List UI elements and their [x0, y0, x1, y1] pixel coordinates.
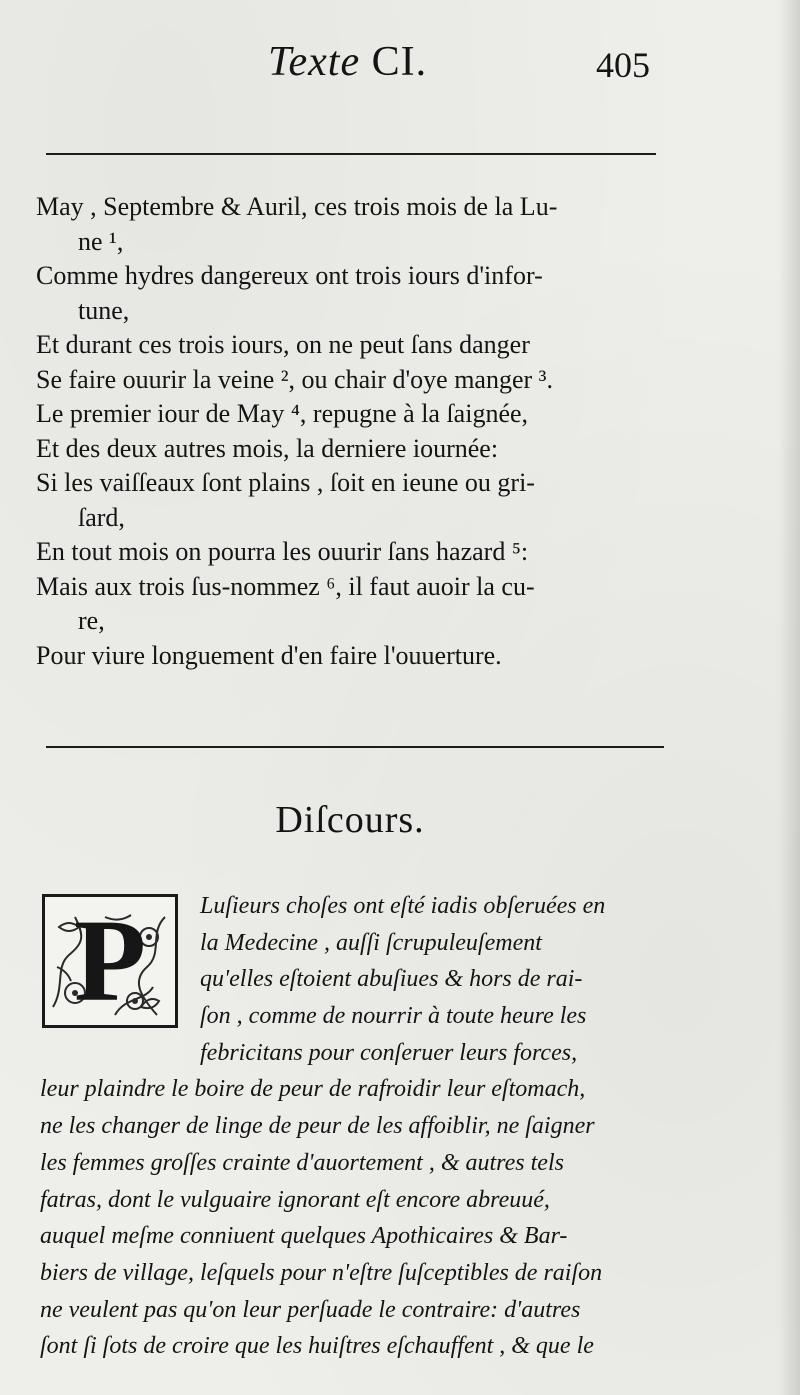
prose-line: auquel meſme conniuent quelques Apothicaires & Bar-	[40, 1223, 568, 1250]
running-title-word: Texte	[268, 39, 361, 85]
page-edge-shadow	[778, 0, 800, 1395]
verse-line: ſard,	[78, 502, 125, 532]
running-header	[0, 38, 800, 88]
section-rule	[46, 746, 664, 748]
verse-line: Et durant ces trois iours, on ne peut ſans danger	[36, 330, 530, 359]
prose-line: leur plaindre le boire de peur de rafroidir leur eſtomach,	[40, 1076, 586, 1103]
running-title-number: CI.	[371, 39, 428, 85]
section-heading: Diſcours.	[275, 799, 425, 841]
prose-line: ne veulent pas qu'on leur perſuade le contraire: d'autres	[40, 1296, 581, 1323]
page-number: 405	[596, 45, 650, 85]
prose-line: ne les changer de linge de peur de les affoiblir, ne ſaigner	[40, 1113, 595, 1140]
verse-line: tune,	[78, 295, 130, 325]
verse-line: Et des deux autres mois, la derniere iournée:	[36, 433, 499, 463]
prose-line: fatras, dont le vulguaire ignorant eſt encore abreuué,	[40, 1186, 550, 1213]
verse-line: Se faire ouurir la veine ², ou chair d'oye manger ³.	[36, 364, 553, 394]
prose-line: ſont ſi ſots de croire que les huiſtres eſchauffent , & que le	[40, 1333, 594, 1360]
prose-line: biers de village, leſquels pour n'eſtre ſuſceptibles de raiſon	[40, 1259, 603, 1286]
verse-line: Si les vaiſſeaux ſont plains , ſoit en ieune ou gri-	[36, 468, 535, 497]
prose-line: febricitans pour conſeruer leurs forces,	[200, 1039, 578, 1066]
verse-line: Comme hydres dangereux ont trois iours d'infor-	[36, 261, 543, 290]
prose-line: Luſieurs choſes ont eſté iadis obſeruées en	[200, 893, 606, 919]
prose-line: ſon , comme de nourrir à toute heure les	[200, 1003, 587, 1030]
discourse-text	[40, 888, 680, 1365]
verse-line: En tout mois on pourra les ouurir ſans hazard ⁵:	[36, 537, 529, 566]
verse-line: May , Septembre & Auril, ces trois mois de la Lu-	[36, 192, 558, 221]
verse-text	[36, 190, 696, 673]
verse-line: re,	[78, 606, 105, 635]
verse-line: Mais aux trois ſus-nommez ⁶, il faut auoir la cu-	[36, 571, 535, 601]
prose-line: qu'elles eſtoient abuſiues & hors de rai-	[200, 966, 583, 993]
header-rule	[46, 153, 656, 155]
running-title	[268, 38, 427, 86]
verse-line: Pour viure longuement d'en faire l'ouuerture.	[36, 640, 502, 670]
drop-cap-letter: P	[73, 895, 147, 1026]
verse-line: Le premier iour de May ⁴, repugne à la ſaignée,	[36, 399, 529, 428]
prose-line: la Medecine , auſſi ſcrupuleuſement	[200, 929, 542, 956]
verse-line: ne ¹,	[78, 226, 124, 256]
prose-line: les femmes groſſes crainte d'auortement , & autres tels	[40, 1149, 564, 1176]
